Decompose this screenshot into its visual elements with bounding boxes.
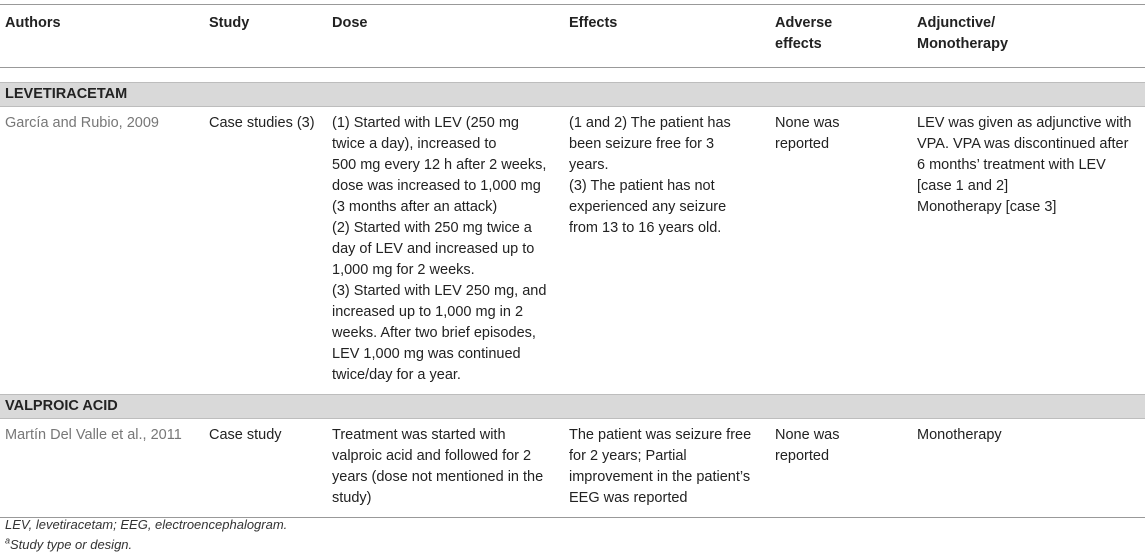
cell-study: Case study (209, 427, 282, 443)
cell-line: (2) Started with 250 mg twice a (332, 220, 532, 236)
cell-line: None was (775, 115, 840, 131)
cell-therapy (917, 419, 1145, 518)
cell-line: reported (775, 136, 830, 152)
header-effects: Effects (569, 15, 618, 31)
header-authors: Authors (5, 15, 61, 31)
header-therapy (917, 5, 1145, 68)
header-adverse-line: Adverse (775, 15, 833, 31)
cell-line: Treatment was started with (332, 427, 506, 443)
section-row-valproic-acid (0, 395, 1145, 419)
cell-line: (1 and 2) The patient has (569, 115, 731, 131)
section-row-levetiracetam (0, 83, 1145, 107)
header-therapy-line: Monotherapy (917, 36, 1009, 52)
cell-line: increased up to 1,000 mg in 2 (332, 304, 524, 320)
cell-adverse (775, 419, 917, 518)
footnote-a (5, 535, 287, 555)
header-dose: Dose (332, 15, 368, 31)
cell-line: experienced any seizure (569, 199, 727, 215)
cell-line: valproic acid and followed for 2 (332, 448, 532, 464)
cell-effects (569, 419, 775, 518)
cell-line: The patient was seizure free (569, 427, 752, 443)
cell-line: (3) Started with LEV 250 mg, and (332, 283, 547, 299)
cell-therapy (917, 107, 1145, 395)
cell-line: 6 months’ treatment with LEV (917, 157, 1106, 173)
footnote-abbreviations: LEV, levetiracetam; EEG, electroencephalogram. (5, 517, 288, 532)
cell-line: day of LEV and increased up to (332, 241, 535, 257)
cell-line: dose was increased to 1,000 mg (332, 178, 541, 194)
table-header-row (0, 5, 1145, 68)
cell-line: VPA. VPA was discontinued after (917, 136, 1129, 152)
cell-line: [case 1 and 2] (917, 178, 1009, 194)
cell-author: Martín Del Valle et al., 2011 (5, 427, 182, 443)
cell-line: years. (569, 157, 609, 173)
footnote-a-text: Study type or design. (10, 537, 133, 552)
cell-line: Monotherapy (917, 427, 1002, 443)
cell-dose (332, 419, 569, 518)
header-adverse-effects (775, 5, 917, 68)
cell-line: for 2 years; Partial (569, 448, 687, 464)
cell-line: from 13 to 16 years old. (569, 220, 722, 236)
cell-adverse (775, 107, 917, 395)
cell-author: García and Rubio, 2009 (5, 115, 159, 131)
header-study: Study (209, 15, 250, 31)
cell-line: twice a day), increased to (332, 136, 497, 152)
cell-line: EEG was reported (569, 490, 688, 506)
cell-line: (1) Started with LEV (250 mg (332, 115, 519, 131)
cell-line: years (dose not mentioned in the (332, 469, 544, 485)
cell-dose (332, 107, 569, 395)
cell-line: reported (775, 448, 830, 464)
section-title: VALPROIC ACID (0, 395, 1145, 419)
cell-line: been seizure free for 3 (569, 136, 715, 152)
header-therapy-line: Adjunctive/ (917, 15, 996, 31)
footnote-marker: a (5, 535, 11, 546)
cell-effects (569, 107, 775, 395)
treatment-table (0, 4, 1145, 518)
cell-line: Monotherapy [case 3] (917, 199, 1057, 215)
cell-line: weeks. After two brief episodes, (332, 325, 536, 341)
cell-line: LEV was given as adjunctive with (917, 115, 1132, 131)
cell-line: study) (332, 490, 372, 506)
cell-line: LEV 1,000 mg was continued (332, 346, 521, 362)
table-footnotes (5, 515, 287, 555)
table-row (0, 107, 1145, 395)
cell-line: twice/day for a year. (332, 367, 461, 383)
cell-line: 1,000 mg for 2 weeks. (332, 262, 475, 278)
cell-line: 500 mg every 12 h after 2 weeks, (332, 157, 547, 173)
section-title: LEVETIRACETAM (0, 83, 1145, 107)
cell-line: (3 months after an attack) (332, 199, 498, 215)
table-row (0, 419, 1145, 518)
cell-study: Case studies (3) (209, 115, 315, 131)
header-adverse-line: effects (775, 36, 822, 52)
cell-line: improvement in the patient’s (569, 469, 751, 485)
cell-line: None was (775, 427, 840, 443)
cell-line: (3) The patient has not (569, 178, 715, 194)
